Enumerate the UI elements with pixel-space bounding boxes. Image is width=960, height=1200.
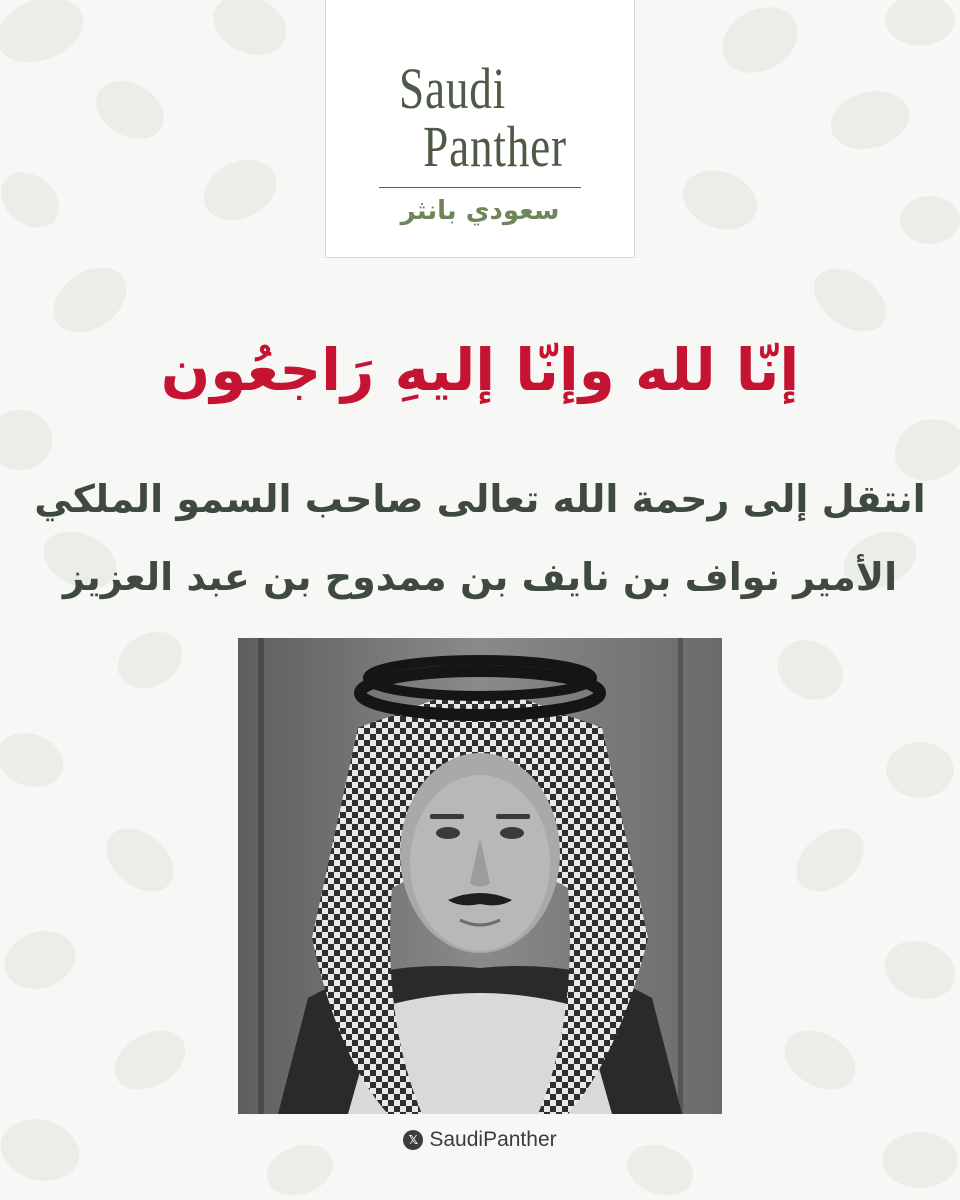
announcement-line-2: الأمير نواف بن نايف بن ممدوح بن عبد العزيز bbox=[62, 555, 898, 599]
portrait-illustration bbox=[238, 638, 722, 1114]
announcement-text bbox=[0, 460, 960, 616]
logo-divider bbox=[379, 187, 581, 188]
brand-logo bbox=[325, 0, 635, 258]
logo-word-panther: Panther bbox=[423, 114, 567, 179]
condolence-headline: إنّا لله وإنّا إليهِ رَاجعُون bbox=[160, 336, 800, 404]
portrait-photo bbox=[238, 638, 722, 1114]
logo-arabic-name: سعودي بانثر bbox=[400, 196, 560, 226]
logo-word-saudi: Saudi bbox=[399, 56, 506, 121]
social-handle bbox=[0, 1128, 960, 1152]
social-handle-text: SaudiPanther bbox=[429, 1128, 557, 1151]
x-logo-icon: 𝕏 bbox=[403, 1130, 423, 1150]
announcement-line-1: انتقل إلى رحمة الله تعالى صاحب السمو الملكي bbox=[34, 477, 926, 521]
